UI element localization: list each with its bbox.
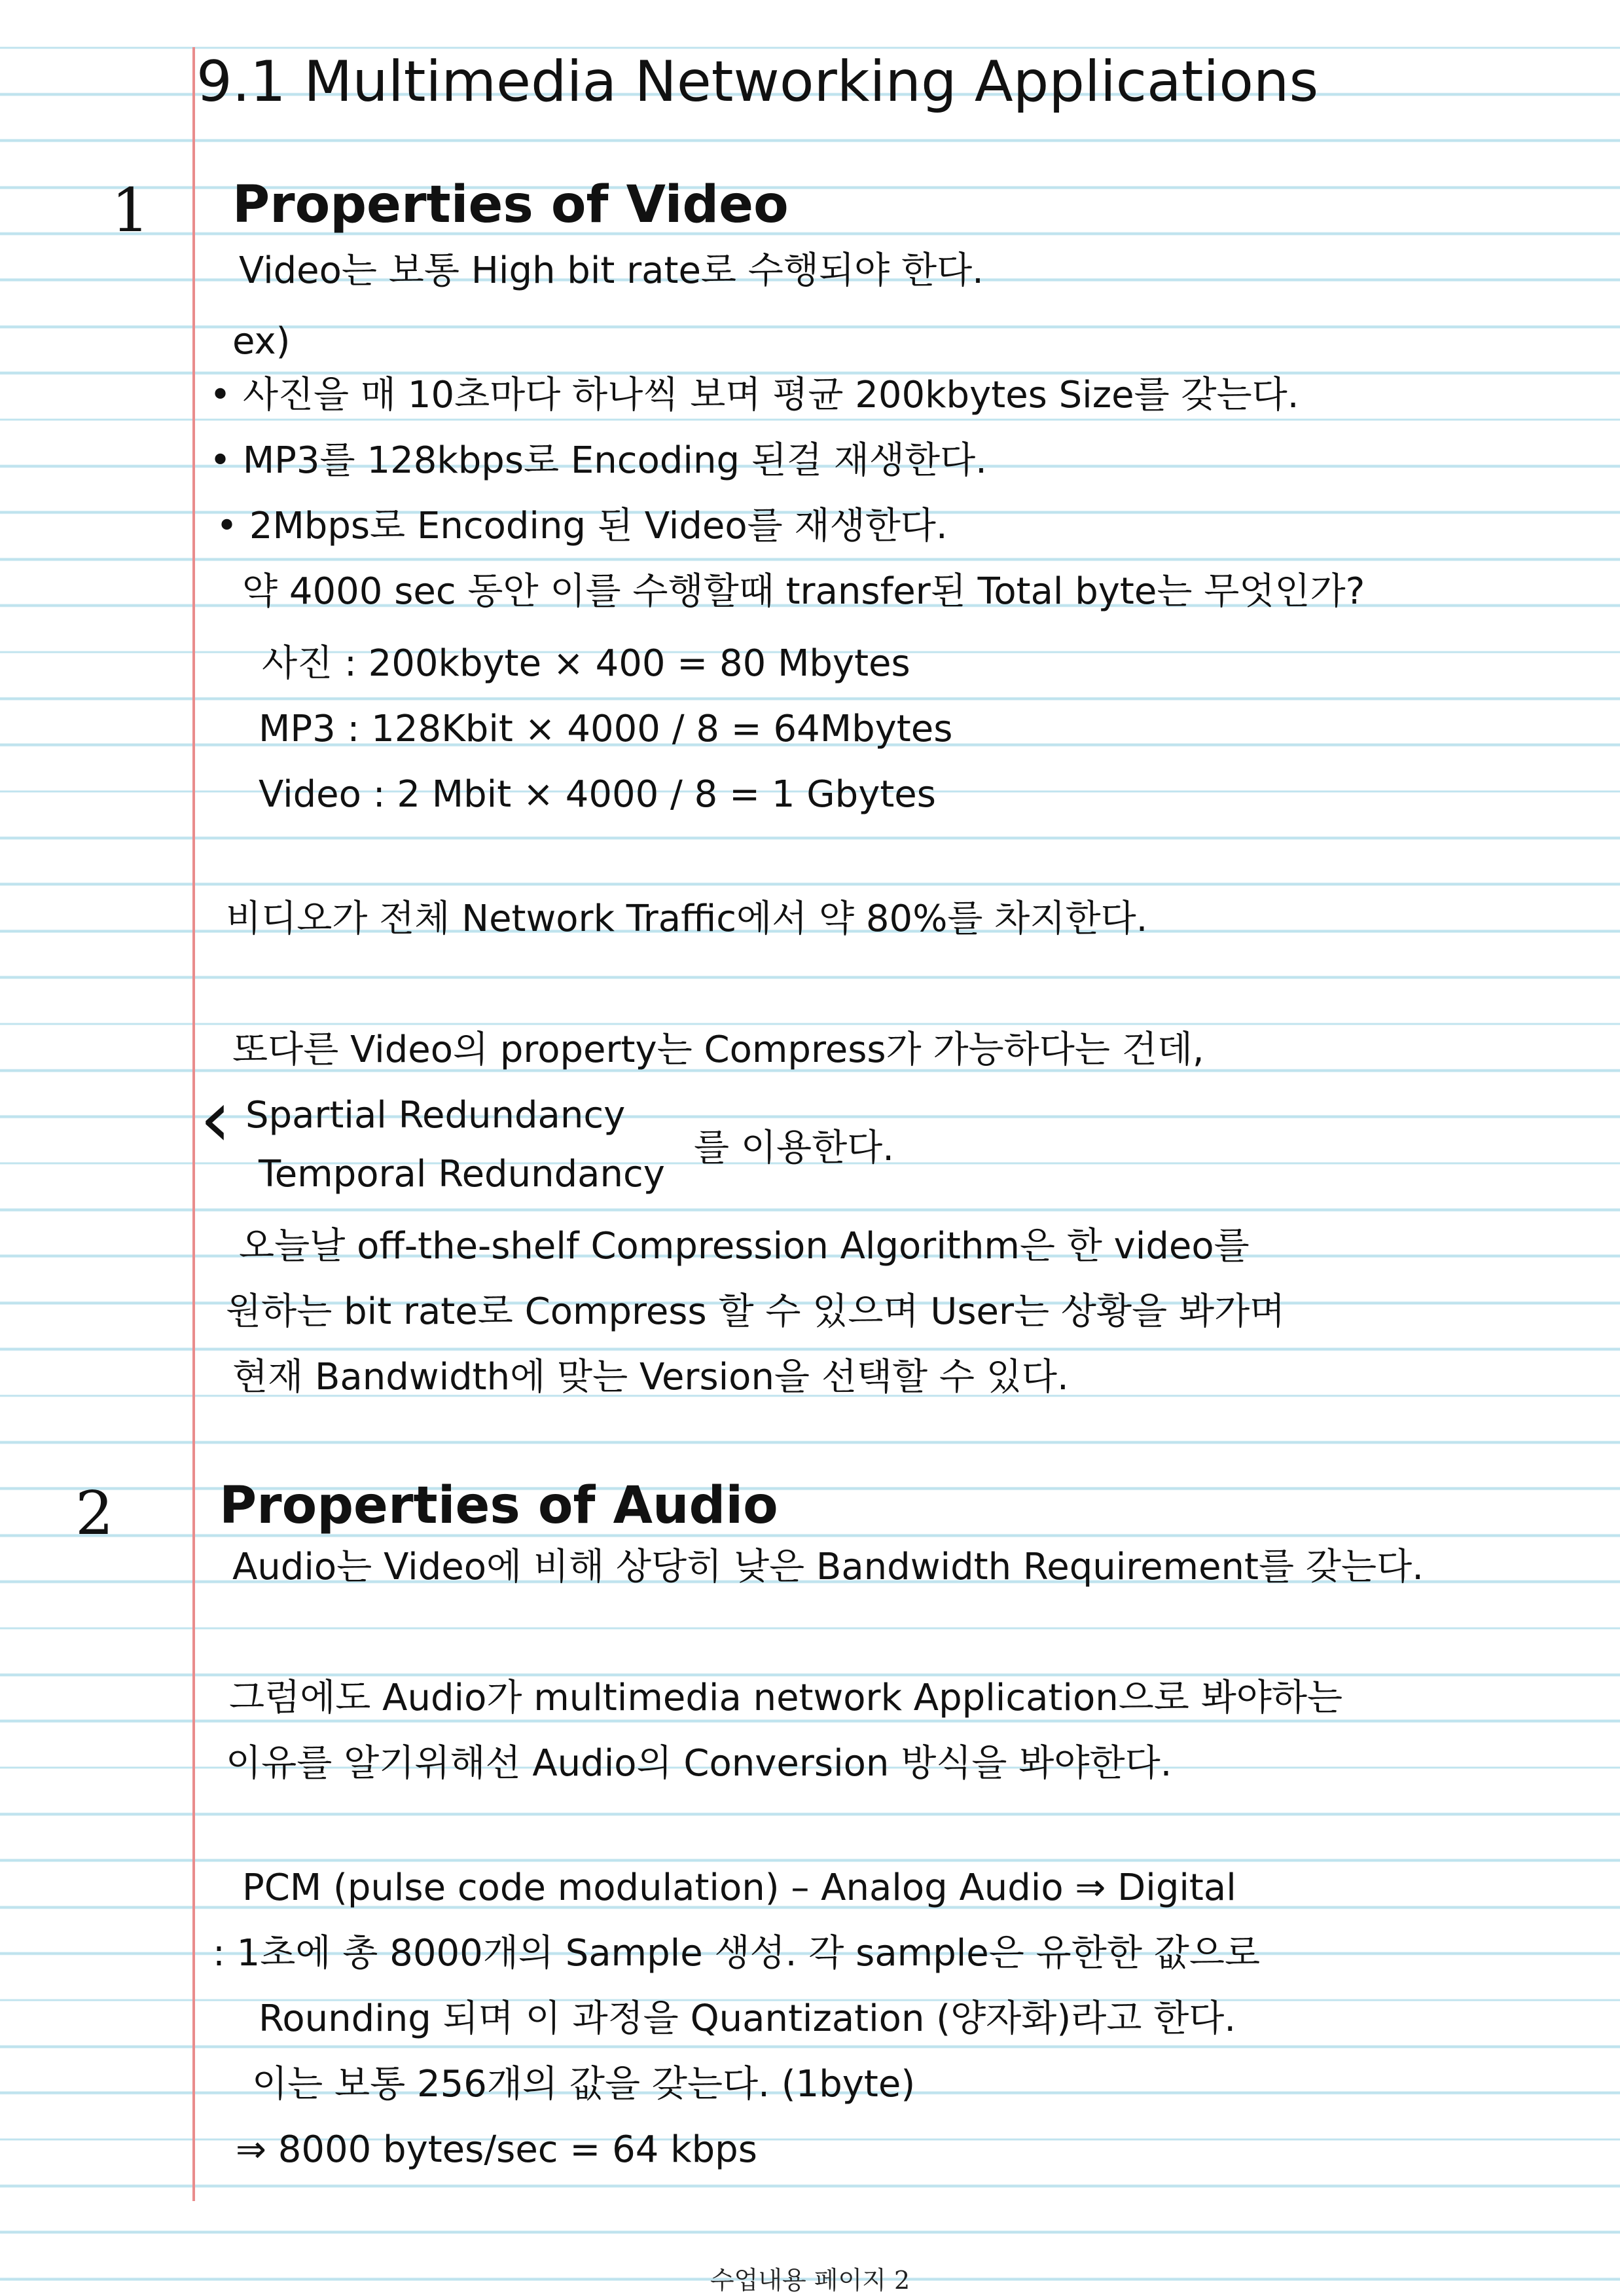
section-1-line: 현재 Bandwidth에 맞는 Version을 선택할 수 있다.: [232, 1356, 1069, 1398]
section-1-line: ex): [232, 320, 291, 363]
section-1-line: Video는 보통 High bit rate로 수행되야 한다.: [239, 249, 984, 292]
section-1-line: Temporal Redundancy: [259, 1153, 665, 1195]
section-1-line: 사진 : 200kbyte × 400 = 80 Mbytes: [262, 642, 910, 685]
section-1-heading: Properties of Video: [232, 175, 789, 234]
section-1-line: MP3 : 128Kbit × 4000 / 8 = 64Mbytes: [259, 708, 953, 750]
section-2-line: PCM (pulse code modulation) – Analog Audio ⇒ Digital: [242, 1867, 1236, 1909]
section-1-line: 원하는 bit rate로 Compress 할 수 있으며 User는 상황을 봐가며: [226, 1290, 1286, 1333]
section-1-line: 오늘날 off-the-shelf Compression Algorithm은 한 video를: [239, 1225, 1250, 1267]
section-2-line: 그럼에도 Audio가 multimedia network Application으로 봐야하는: [229, 1677, 1343, 1719]
margin-line: [192, 47, 195, 2201]
section-1-number: 1: [111, 175, 150, 246]
page-footer: 수업내용 페이지 2: [710, 2266, 910, 2295]
section-2-heading: Properties of Audio: [219, 1476, 778, 1535]
section-1-line: 약 4000 sec 동안 이를 수행할때 transfer된 Total byte는 무엇인가?: [242, 570, 1365, 613]
section-1-line: • 2Mbps로 Encoding 된 Video를 재생한다.: [216, 505, 948, 547]
section-1-line: Video : 2 Mbit × 4000 / 8 = 1 Gbytes: [259, 773, 936, 816]
section-1-line: • 사진을 매 10초마다 하나씩 보며 평균 200kbytes Size를 갖는다.: [209, 374, 1299, 416]
section-2-line: 이는 보통 256개의 값을 갖는다. (1byte): [252, 2063, 916, 2105]
section-1-line: • MP3를 128kbps로 Encoding 된걸 재생한다.: [209, 439, 987, 482]
section-2-line: Audio는 Video에 비해 상당히 낮은 Bandwidth Requirement를 갖는다.: [232, 1546, 1424, 1588]
section-1-line: 를 이용한다.: [694, 1127, 895, 1169]
page-title: 9.1 Multimedia Networking Applications: [196, 49, 1319, 115]
section-2-line: Rounding 되며 이 과정을 Quantization (양자화)라고 한다.: [259, 1997, 1236, 2040]
section-1-line: 또다른 Video의 property는 Compress가 가능하다는 건데,: [232, 1029, 1204, 1071]
section-2-line: : 1초에 총 8000개의 Sample 생성. 각 sample은 유한한 값으로: [213, 1932, 1261, 1975]
section-2-number: 2: [75, 1478, 114, 1548]
section-2-line: ⇒ 8000 bytes/sec = 64 kbps: [236, 2128, 757, 2171]
section-1-line: Spartial Redundancy: [245, 1094, 626, 1137]
section-2-line: 이유를 알기위해선 Audio의 Conversion 방식을 봐야한다.: [226, 1742, 1172, 1785]
section-1-line: 비디오가 전체 Network Traffic에서 약 80%를 차지한다.: [226, 898, 1148, 940]
bracket-symbol: ‹: [200, 1074, 231, 1165]
